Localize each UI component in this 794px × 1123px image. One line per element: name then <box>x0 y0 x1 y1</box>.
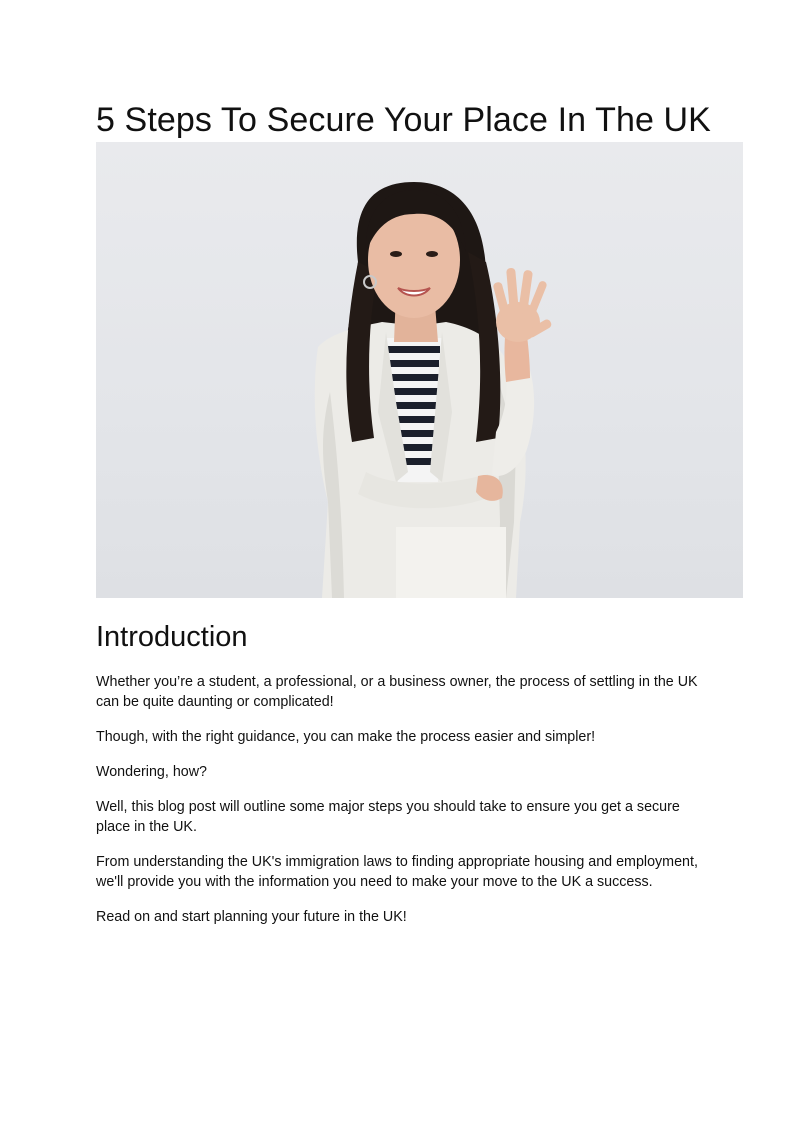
introduction-body <box>96 672 716 942</box>
hero-image <box>96 142 743 598</box>
paragraph: Wondering, how? <box>96 764 208 780</box>
paragraph: Though, with the right guidance, you can make the process easier and simpler! <box>96 729 596 745</box>
paragraph: Well, this blog post will outline some major steps you should take to ensure you get a secure place in the UK. <box>96 799 680 835</box>
hand-five-fingers <box>492 268 552 342</box>
woman-showing-five-fingers-photo <box>96 142 743 598</box>
paragraph: From understanding the UK's immigration laws to finding appropriate housing and employment, we'll provide you with the information you need to make your move to the UK a success. <box>96 854 698 890</box>
page-title: 5 Steps To Secure Your Place In The UK <box>96 101 711 139</box>
paragraph: Read on and start planning your future in the UK! <box>96 909 407 925</box>
paragraph: Whether you’re a student, a professional, or a business owner, the process of settling in the UK can be quite daunting or complicated! <box>96 674 698 710</box>
section-heading-introduction: Introduction <box>96 621 248 653</box>
